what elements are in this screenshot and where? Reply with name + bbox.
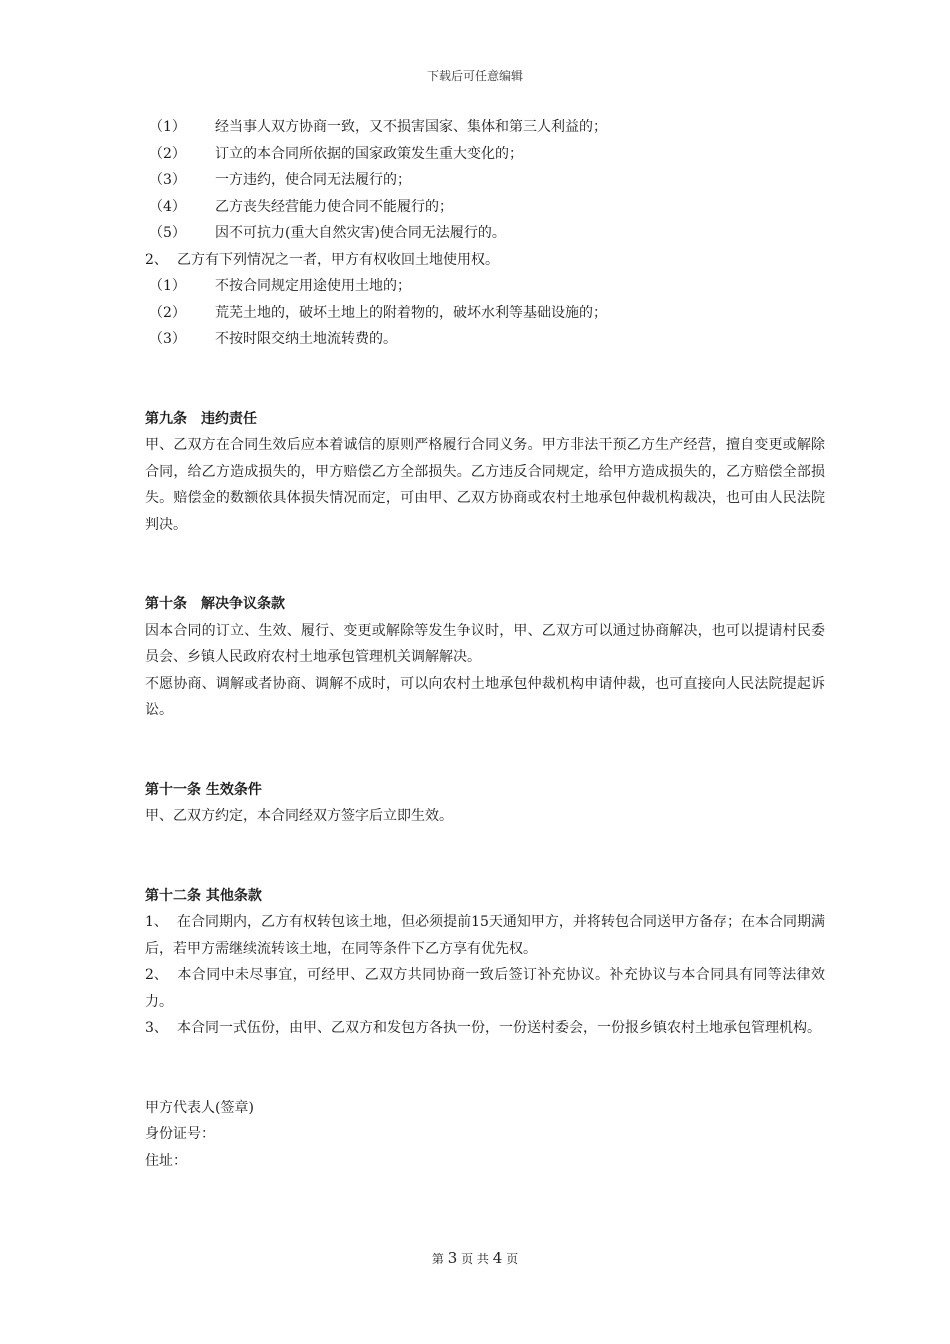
list-item: [145, 167, 825, 194]
list-item-number: （5）: [149, 225, 186, 241]
list-item-number: （3）: [149, 172, 186, 188]
list-item-text: 经当事人双方协商一致，又不损害国家、集体和第三人利益的；: [215, 119, 607, 135]
footer-prefix: 第: [431, 1252, 444, 1266]
clause-number: 2、: [145, 967, 168, 983]
footer-suffix: 页: [506, 1252, 519, 1266]
clause-number: 1、: [145, 914, 168, 930]
article-11-heading: 第十一条 生效条件: [145, 781, 262, 798]
list-item: [145, 194, 825, 221]
list-item-text: 不按时限交纳土地流转费的。: [215, 331, 397, 347]
list-item: [145, 326, 825, 353]
list-item-text: 订立的本合同所依据的国家政策发生重大变化的；: [215, 145, 523, 162]
article-12-item-3: [145, 1015, 825, 1042]
list-item-text: 一方违约，使合同无法履行的；: [215, 172, 411, 188]
page-footer: [0, 1249, 950, 1267]
footer-middle: 页 共: [461, 1252, 489, 1266]
list-item: [145, 114, 825, 141]
clause-number: 2、: [145, 251, 168, 268]
list-item-number: （2）: [149, 145, 186, 162]
page-header: 下载后可任意编辑: [426, 69, 523, 83]
document-body: [145, 114, 825, 1174]
article-9-body: 甲、乙双方在合同生效后应本着诚信的原则严格履行合同义务。甲方非法干预乙方生产经营，擅自变更或解除合同，给乙方造成损失的，甲方赔偿乙方全部损失。乙方违反合同规定，给甲方造成损失的，乙方赔偿全部损失。赔偿金的数额依具体损失情况而定，可由甲、乙双方协商或农村土地承包仲裁机构裁决，也可由人民法院判决。: [145, 437, 825, 533]
list-item-number: （3）: [149, 331, 186, 347]
article-title: 违约责任: [201, 410, 257, 427]
article-number: 第九条: [145, 410, 187, 427]
signature-id-number: 身份证号：: [145, 1126, 215, 1142]
list-item: [145, 300, 825, 327]
list-item-number: （4）: [149, 198, 186, 215]
signature-address: 住址：: [145, 1152, 187, 1169]
clause-text: 乙方有下列情况之一者，甲方有权收回土地使用权。: [177, 251, 499, 268]
clause-2: [145, 247, 825, 274]
footer-total-pages: 4: [492, 1249, 503, 1267]
article-12-item-1: [145, 909, 825, 962]
article-10-body-2: 不愿协商、调解或者协商、调解不成时，可以向农村土地承包仲裁机构申请仲裁，也可直接向人民法院提起诉讼。: [145, 675, 825, 718]
list-item: [145, 220, 825, 247]
clause-text: 本合同中未尽事宜，可经甲、乙双方共同协商一致后签订补充协议。补充协议与本合同具有同等法律效力。: [145, 967, 825, 1010]
land-recovery-list: [145, 273, 825, 353]
list-item-text: 不按合同规定用途使用土地的；: [215, 278, 411, 294]
list-item-number: （2）: [149, 304, 186, 321]
article-9-heading: [145, 406, 825, 433]
list-item: [145, 273, 825, 300]
article-number: 第十条: [145, 596, 187, 612]
list-item-text: 乙方丧失经营能力使合同不能履行的；: [215, 198, 453, 215]
article-12-heading: 第十二条 其他条款: [145, 887, 262, 904]
list-item-number: （1）: [149, 119, 186, 135]
revocation-conditions-list: [145, 114, 825, 247]
list-item-number: （1）: [149, 278, 186, 294]
footer-page-number: 3: [447, 1249, 458, 1267]
article-11-body: 甲、乙双方约定，本合同经双方签字后立即生效。: [145, 808, 453, 824]
article-12-item-2: [145, 962, 825, 1015]
clause-text: 本合同一式伍份，由甲、乙双方和发包方各执一份，一份送村委会，一份报乡镇农村土地承包管理机构。: [177, 1020, 821, 1036]
signature-representative: 甲方代表人(签章): [145, 1099, 254, 1116]
article-10-body-1: 因本合同的订立、生效、履行、变更或解除等发生争议时，甲、乙双方可以通过协商解决，也可以提请村民委员会、乡镇人民政府农村土地承包管理机关调解解决。: [145, 622, 825, 665]
list-item: [145, 141, 825, 168]
clause-text: 在合同期内，乙方有权转包该土地，但必须提前15天通知甲方，并将转包合同送甲方备存；在本合同期满后，若甲方需继续流转该土地，在同等条件下乙方享有优先权。: [145, 914, 825, 957]
list-item-text: 因不可抗力(重大自然灾害)使合同无法履行的。: [215, 225, 506, 241]
article-title: 解决争议条款: [201, 596, 285, 612]
article-10-heading: [145, 591, 825, 618]
clause-number: 3、: [145, 1020, 168, 1036]
list-item-text: 荒芜土地的，破坏土地上的附着物的，破坏水利等基础设施的；: [215, 304, 607, 321]
